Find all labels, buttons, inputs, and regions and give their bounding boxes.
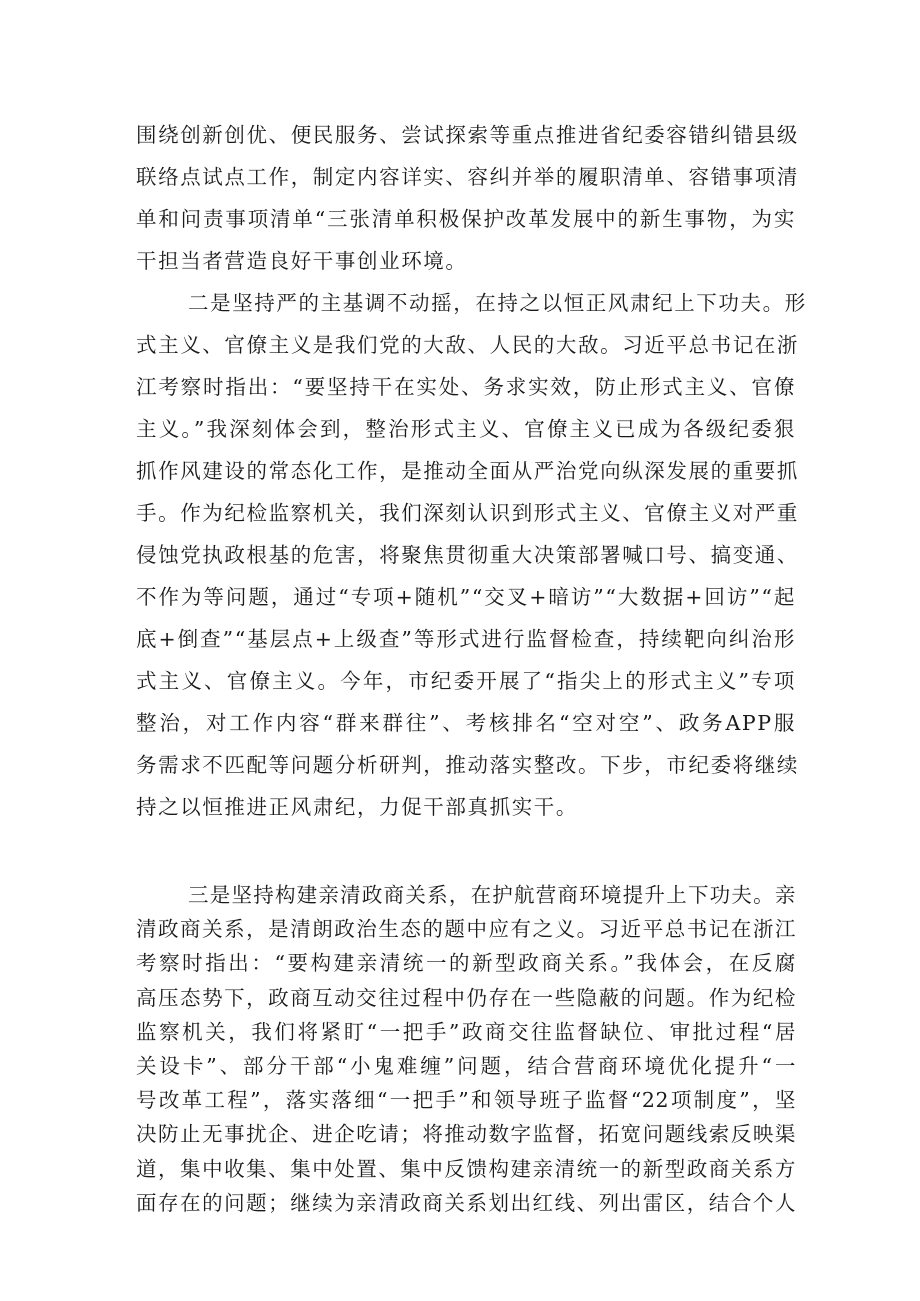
- text-line: 江考察时指出：“要坚持干在实处、务求实效，防止形式主义、官僚: [136, 375, 796, 399]
- text-line: 考察时指出：“要构建亲清统一的新型政商关系。”我体会，在反腐: [136, 951, 796, 976]
- text-line: 手。作为纪检监察机关，我们深刻认识到形式主义、官僚主义对严重: [136, 501, 799, 525]
- paragraph-2: [136, 282, 807, 828]
- text-line: 道，集中收集、集中处置、集中反馈构建亲清统一的新型政商关系方: [136, 1156, 796, 1181]
- text-line: 单和问责事项清单“三张清单积极保护改革发展中的新生事物，为实: [136, 207, 796, 231]
- text-line: 底+倒查”“基层点+上级查”等形式进行监督检查，持续靶向纠治形: [136, 627, 796, 651]
- text-line: 面存在的问题；继续为亲清政商关系划出红线、列出雷区，结合个人: [136, 1190, 796, 1215]
- text-line: 高压态势下，政商互动交往过程中仍存在一些隐蔽的问题。作为纪检: [136, 985, 796, 1010]
- text-line: 二是坚持严的主基调不动摇，在持之以恒正风肃纪上下功夫。形: [188, 291, 807, 315]
- text-line: 干担当者营造良好干事创业环境。: [136, 249, 468, 273]
- text-line: 式主义、官僚主义是我们党的大敌、人民的大敌。习近平总书记在浙: [136, 333, 799, 357]
- text-line: 持之以恒推进正风肃纪，力促干部真抓实干。: [136, 795, 578, 819]
- text-line: 清政商关系，是清朗政治生态的题中应有之义。习近平总书记在浙江: [136, 917, 796, 942]
- paragraph-3: [136, 878, 796, 1220]
- text-line: 决防止无事扰企、进企吃请；将推动数字监督，拓宽问题线索反映渠: [136, 1122, 796, 1147]
- text-line: 监察机关，我们将紧盯“一把手”政商交往监督缺位、审批过程“居: [136, 1019, 796, 1044]
- text-line: 三是坚持构建亲清政商关系，在护航营商环境提升上下功夫。亲: [188, 883, 796, 907]
- text-line: 主义。”我深刻体会到，整治形式主义、官僚主义已成为各级纪委狠: [136, 417, 796, 441]
- text-line: 抓作风建设的常态化工作，是推动全面从严治党向纵深发展的重要抓: [136, 459, 799, 483]
- text-line: 式主义、官僚主义。今年，市纪委开展了“指尖上的形式主义”专项: [136, 669, 796, 693]
- text-line: 联络点试点工作，制定内容详实、容纠并举的履职清单、容错事项清: [136, 165, 799, 189]
- text-line: 不作为等问题，通过“专项+随机”“交叉+暗访”“大数据+回访”“起: [136, 585, 796, 609]
- paragraph-1: [136, 114, 799, 282]
- text-line: 围绕创新创优、便民服务、尝试探索等重点推进省纪委容错纠错县级: [136, 123, 799, 147]
- text-line: 号改革工程”，落实落细“一把手”和领导班子监督“22项制度”，坚: [136, 1088, 796, 1113]
- text-line: 整治，对工作内容“群来群往”、考核排名“空对空”、政务APP服: [136, 711, 796, 735]
- text-line: 务需求不匹配等问题分析研判，推动落实整改。下步，市纪委将继续: [136, 753, 799, 777]
- text-line: 侵蚀党执政根基的危害，将聚焦贯彻重大决策部署喊口号、搞变通、: [136, 543, 799, 567]
- text-line: 关设卡”、部分干部“小鬼难缠”问题，结合营商环境优化提升“一: [136, 1053, 796, 1078]
